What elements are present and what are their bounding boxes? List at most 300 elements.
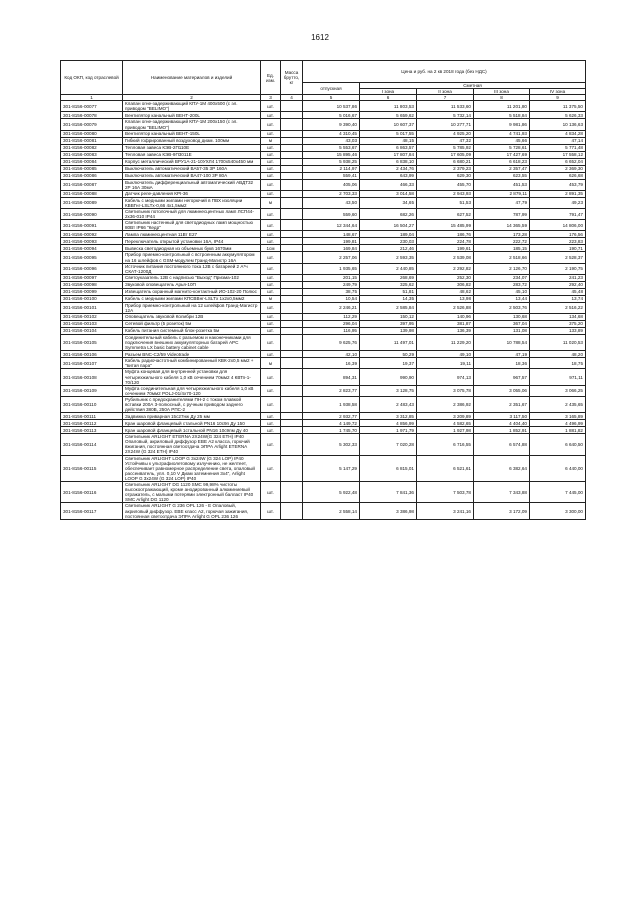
table-row bbox=[61, 503, 586, 519]
row-price-zone-4: 791,47 bbox=[530, 209, 586, 220]
col-num: 3 bbox=[261, 95, 281, 101]
row-price-zone-3: 2 351,67 bbox=[474, 396, 530, 412]
row-name: Вентилятор канальный ВЕНТ-150L bbox=[123, 130, 261, 137]
table-row bbox=[61, 209, 586, 220]
row-price-zone-3: 173,28 bbox=[474, 231, 530, 238]
table-row bbox=[61, 238, 586, 245]
row-price-zone-2: 140,96 bbox=[417, 313, 474, 320]
row-mass bbox=[281, 101, 303, 112]
table-row bbox=[61, 112, 586, 119]
row-mass bbox=[281, 334, 303, 350]
row-price-release: 559,41 bbox=[303, 172, 360, 179]
row-code: 301-8156-00096 bbox=[61, 263, 123, 274]
table-row bbox=[61, 197, 586, 208]
row-price-zone-1: 7 841,36 bbox=[360, 482, 417, 503]
row-price-zone-3: 7 343,88 bbox=[474, 482, 530, 503]
row-price-zone-1: 3 386,98 bbox=[360, 503, 417, 519]
row-price-zone-2: 2 539,08 bbox=[417, 252, 474, 263]
row-code: 301-8156-00081 bbox=[61, 137, 123, 144]
row-price-zone-1: 230,03 bbox=[360, 238, 417, 245]
row-unit: шт. bbox=[261, 334, 281, 350]
row-price-zone-2: 136,39 bbox=[417, 327, 474, 334]
row-name: Выключатель автоматический ВА57-35 3Р 160А bbox=[123, 165, 261, 172]
row-price-zone-2: 11 533,60 bbox=[417, 101, 474, 112]
row-price-zone-2: 455,70 bbox=[417, 179, 474, 190]
row-code: 301-8156-00111 bbox=[61, 413, 123, 420]
row-price-zone-3: 6 618,23 bbox=[474, 158, 530, 165]
row-price-zone-4: 17 558,12 bbox=[530, 151, 586, 158]
row-price-release: 1 938,58 bbox=[303, 396, 360, 412]
row-unit: шт. bbox=[261, 503, 281, 519]
row-name: Кабель с медными жилами негорючий в ПВХ изоляции КВВГнг-LSLTx-0,66 4х1,5мм2 bbox=[123, 197, 261, 208]
row-price-zone-2: 224,78 bbox=[417, 238, 474, 245]
table-row bbox=[61, 144, 586, 151]
row-code: 301-8156-00108 bbox=[61, 369, 123, 385]
row-price-zone-4: 2 190,75 bbox=[530, 263, 586, 274]
table-row bbox=[61, 434, 586, 455]
row-unit: шт. bbox=[261, 238, 281, 245]
row-price-release: 4 149,72 bbox=[303, 420, 360, 427]
row-price-zone-2: 17 605,09 bbox=[417, 151, 474, 158]
row-price-zone-1: 3 014,58 bbox=[360, 190, 417, 197]
table-row bbox=[61, 231, 586, 238]
row-unit: шт. bbox=[261, 101, 281, 112]
row-price-zone-1: 2 593,35 bbox=[360, 252, 417, 263]
row-name: Кабель с медными жилами КПСВВнг-LSLTx 1х2х0,5мм2 bbox=[123, 295, 261, 302]
header-release-price: отпускная bbox=[303, 83, 360, 95]
row-unit: шт. bbox=[261, 420, 281, 427]
row-price-zone-4: 11 020,53 bbox=[530, 334, 586, 350]
row-price-release: 5 553,67 bbox=[303, 144, 360, 151]
row-code: 301-8156-00091 bbox=[61, 220, 123, 231]
row-mass bbox=[281, 119, 303, 130]
row-code: 301-8156-00117 bbox=[61, 503, 123, 519]
row-price-zone-1: 325,62 bbox=[360, 281, 417, 288]
table-row bbox=[61, 396, 586, 412]
row-code: 301-8156-00105 bbox=[61, 334, 123, 350]
row-price-zone-1: 2 483,43 bbox=[360, 396, 417, 412]
col-num: 1 bbox=[61, 95, 123, 101]
header-zone-1: I зона bbox=[360, 89, 417, 95]
row-name: Светильник ARLIGHT LOOP G 3х24W (G 324 LOP) IP40 Устойчивы к ультрафиолетовому излучению, не желтеет, обеспечивает равномерное распределение света, опаловый рассеиватель, упл. 0,10 V Диам затемнения 3х4", Arlight LOOP G 3х24W (G 324 LOP) IP40 bbox=[123, 455, 261, 481]
row-price-zone-1: 19,37 bbox=[360, 358, 417, 369]
row-name: Муфта концевая для внутренней установки для четырехжильного кабеля 1,0 кВ сечением 70мм2 4 КВТп-1-70/120 bbox=[123, 369, 261, 385]
row-price-release: 38,75 bbox=[303, 288, 360, 295]
row-price-release: 894,31 bbox=[303, 369, 360, 385]
row-price-zone-4: 13,74 bbox=[530, 295, 586, 302]
row-price-zone-3: 2 503,76 bbox=[474, 302, 530, 313]
row-mass bbox=[281, 503, 303, 519]
row-price-zone-1: 150,12 bbox=[360, 313, 417, 320]
row-price-zone-2: 627,52 bbox=[417, 209, 474, 220]
row-mass bbox=[281, 302, 303, 313]
row-price-zone-3: 234,07 bbox=[474, 274, 530, 281]
row-unit: шт. bbox=[261, 209, 281, 220]
row-price-release: 43,50 bbox=[303, 197, 360, 208]
row-price-zone-2: 6 521,61 bbox=[417, 455, 474, 481]
row-price-zone-1: 14,35 bbox=[360, 295, 417, 302]
row-name: Кабель питания системный блок-розетка 5м bbox=[123, 327, 261, 334]
row-price-zone-1: 139,98 bbox=[360, 327, 417, 334]
row-price-release: 2 257,06 bbox=[303, 252, 360, 263]
row-unit: шт. bbox=[261, 396, 281, 412]
row-price-zone-2: 5 732,14 bbox=[417, 112, 474, 119]
row-price-zone-4: 4 496,99 bbox=[530, 420, 586, 427]
row-price-zone-4: 14 806,00 bbox=[530, 220, 586, 231]
row-mass bbox=[281, 165, 303, 172]
row-price-zone-1: 50,29 bbox=[360, 351, 417, 358]
row-name: Светоуказатель 12В с надписью "Выход" Призма-102 bbox=[123, 274, 261, 281]
row-price-zone-2: 6 680,21 bbox=[417, 158, 474, 165]
row-price-zone-3: 45,66 bbox=[474, 137, 530, 144]
col-num: 4 bbox=[281, 95, 303, 101]
row-price-zone-1: 16 504,27 bbox=[360, 220, 417, 231]
row-price-release: 9 625,76 bbox=[303, 334, 360, 350]
table-row bbox=[61, 281, 586, 288]
row-price-zone-2: 4 925,20 bbox=[417, 130, 474, 137]
row-name: Кран шаровой фланцевый стальной PN16 10с9п Ду 150 bbox=[123, 420, 261, 427]
row-price-zone-1: 6 863,57 bbox=[360, 144, 417, 151]
row-code: 301-8156-00085 bbox=[61, 165, 123, 172]
row-code: 301-8156-00082 bbox=[61, 144, 123, 151]
row-code: 301-8156-00107 bbox=[61, 358, 123, 369]
row-code: 301-8156-00092 bbox=[61, 231, 123, 238]
row-price-zone-1: 3 128,75 bbox=[360, 385, 417, 396]
row-price-zone-1: 5 017,55 bbox=[360, 130, 417, 137]
row-price-zone-4: 292,40 bbox=[530, 281, 586, 288]
row-mass bbox=[281, 427, 303, 434]
row-price-zone-4: 2 369,30 bbox=[530, 165, 586, 172]
row-mass bbox=[281, 220, 303, 231]
row-unit: шт. bbox=[261, 455, 281, 481]
table-row bbox=[61, 295, 586, 302]
row-price-release: 10 537,86 bbox=[303, 101, 360, 112]
row-price-release: 2 823,77 bbox=[303, 385, 360, 396]
row-mass bbox=[281, 313, 303, 320]
row-mass bbox=[281, 158, 303, 165]
row-price-zone-2: 974,13 bbox=[417, 369, 474, 385]
row-price-zone-2: 2 379,23 bbox=[417, 165, 474, 172]
row-name: Гибкий гофрированный воздуховод диам. 100мм bbox=[123, 137, 261, 144]
row-price-zone-4: 133,89 bbox=[530, 327, 586, 334]
row-code: 301-8156-00093 bbox=[61, 238, 123, 245]
table-row bbox=[61, 263, 586, 274]
row-price-release: 15 895,46 bbox=[303, 151, 360, 158]
col-num: 5 bbox=[303, 95, 360, 101]
row-price-zone-1: 5 659,62 bbox=[360, 112, 417, 119]
row-price-zone-2: 199,61 bbox=[417, 245, 474, 252]
row-price-zone-4: 453,79 bbox=[530, 179, 586, 190]
row-code: 301-8156-00099 bbox=[61, 288, 123, 295]
row-code: 301-8156-00109 bbox=[61, 385, 123, 396]
table-row bbox=[61, 119, 586, 130]
row-price-release: 249,79 bbox=[303, 281, 360, 288]
row-price-release: 4 310,45 bbox=[303, 130, 360, 137]
row-price-release: 112,29 bbox=[303, 313, 360, 320]
row-price-zone-1: 268,69 bbox=[360, 274, 417, 281]
table-row bbox=[61, 302, 586, 313]
row-code: 301-8156-00103 bbox=[61, 320, 123, 327]
row-name: Светильник ARLIGHT ETERNA 2Х24W(G 324 ETH) IP40 Опаловый, акриловый диффузор ЕВЕ А2 класса, горючий вжигания, постоянная светоотдача ЭПРА Arlight ETERNA 2Х24W (G 324 ETH) IP40 bbox=[123, 434, 261, 455]
row-price-release: 2 932,77 bbox=[303, 413, 360, 420]
row-mass bbox=[281, 281, 303, 288]
row-price-release: 12 344,64 bbox=[303, 220, 360, 231]
row-name: Прибор приемно-контрольный на 12 шлейфов Гранд-Магистр 12А bbox=[123, 302, 261, 313]
row-price-zone-3: 5 728,61 bbox=[474, 144, 530, 151]
row-mass bbox=[281, 238, 303, 245]
row-unit: шт. bbox=[261, 351, 281, 358]
row-price-zone-2: 3 209,89 bbox=[417, 413, 474, 420]
row-unit: шт. bbox=[261, 252, 281, 263]
row-price-zone-4: 971,11 bbox=[530, 369, 586, 385]
row-name: Светильник ARLIGHT G 236 OPL 126 - Е Опаловый, акриловый диффузор. ЕВЕ класс А2, горючая зажигания, постоянная светоотдача ЭПРА Arlight G OPL 236 126 bbox=[123, 503, 261, 519]
row-mass bbox=[281, 263, 303, 274]
row-price-zone-1: 17 807,84 bbox=[360, 151, 417, 158]
row-unit: шт. bbox=[261, 165, 281, 172]
row-unit: м bbox=[261, 197, 281, 208]
row-mass bbox=[281, 320, 303, 327]
row-price-zone-3: 451,53 bbox=[474, 179, 530, 190]
row-unit: м bbox=[261, 358, 281, 369]
row-price-zone-1: 2 434,76 bbox=[360, 165, 417, 172]
row-price-zone-3: 45,10 bbox=[474, 288, 530, 295]
row-price-zone-1: 48,15 bbox=[360, 137, 417, 144]
row-code: 301-8156-00112 bbox=[61, 420, 123, 427]
row-unit: шт. bbox=[261, 327, 281, 334]
row-price-zone-4: 3 300,00 bbox=[530, 503, 586, 519]
row-price-zone-4: 48,20 bbox=[530, 351, 586, 358]
row-mass bbox=[281, 144, 303, 151]
row-price-zone-1: 11 803,53 bbox=[360, 101, 417, 112]
row-name: Соединительный кабель с разъемом и наконечниками для подключения внешних аккумуляторных батарей APC Symmetra LX basic battery cabinet cable bbox=[123, 334, 261, 350]
row-mass bbox=[281, 151, 303, 158]
table-row bbox=[61, 252, 586, 263]
row-code: 301-8156-00116 bbox=[61, 482, 123, 503]
row-mass bbox=[281, 130, 303, 137]
row-code: 301-8156-00110 bbox=[61, 396, 123, 412]
row-name: Оповещатель звуковой Колибри 12В bbox=[123, 313, 261, 320]
row-unit: шт. bbox=[261, 190, 281, 197]
row-price-zone-1: 6 838,10 bbox=[360, 158, 417, 165]
row-code: 301-8156-00088 bbox=[61, 190, 123, 197]
row-price-zone-4: 10 136,63 bbox=[530, 119, 586, 130]
row-price-zone-4: 45,48 bbox=[530, 288, 586, 295]
row-code: 301-8156-00089 bbox=[61, 197, 123, 208]
row-unit: м bbox=[261, 137, 281, 144]
row-unit: шт. bbox=[261, 130, 281, 137]
row-mass bbox=[281, 209, 303, 220]
row-code: 301-8156-00100 bbox=[61, 295, 123, 302]
row-price-zone-3: 2 357,47 bbox=[474, 165, 530, 172]
row-code: 301-8156-00115 bbox=[61, 455, 123, 481]
header-name: Наименование материалов и изделий bbox=[123, 61, 261, 95]
row-price-zone-4: 5 626,33 bbox=[530, 112, 586, 119]
row-price-zone-4: 4 834,28 bbox=[530, 130, 586, 137]
row-price-zone-3: 1 852,91 bbox=[474, 427, 530, 434]
row-price-zone-3: 3 055,06 bbox=[474, 385, 530, 396]
row-price-release: 5 302,33 bbox=[303, 434, 360, 455]
row-price-zone-2: 186,76 bbox=[417, 231, 474, 238]
header-code: Код ОКП, код отраслевой bbox=[61, 61, 123, 95]
row-price-zone-2: 15 485,99 bbox=[417, 220, 474, 231]
row-unit: шт. bbox=[261, 274, 281, 281]
table-row bbox=[61, 334, 586, 350]
table-row bbox=[61, 358, 586, 369]
row-name: Сетевой фильтр (5 розеток) 5м bbox=[123, 320, 261, 327]
col-num: 9 bbox=[530, 95, 586, 101]
row-price-zone-4: 134,68 bbox=[530, 313, 586, 320]
row-price-zone-2: 2 526,88 bbox=[417, 302, 474, 313]
table-row bbox=[61, 320, 586, 327]
table-row bbox=[61, 179, 586, 190]
row-price-zone-1: 6 815,01 bbox=[360, 455, 417, 481]
row-price-zone-2: 252,30 bbox=[417, 274, 474, 281]
row-price-zone-3: 5 518,84 bbox=[474, 112, 530, 119]
row-price-zone-4: 18,75 bbox=[530, 358, 586, 369]
row-price-zone-2: 629,30 bbox=[417, 172, 474, 179]
row-name: Кран шаровой фланцевый 1стальной PN16 10с9пм Ду 40 bbox=[123, 427, 261, 434]
row-price-zone-4: 5 771,48 bbox=[530, 144, 586, 151]
table-row bbox=[61, 158, 586, 165]
row-code: 301-8156-00078 bbox=[61, 112, 123, 119]
row-mass bbox=[281, 351, 303, 358]
row-price-release: 5 922,48 bbox=[303, 482, 360, 503]
row-price-zone-3: 18,36 bbox=[474, 358, 530, 369]
row-price-release: 43,03 bbox=[303, 137, 360, 144]
row-price-zone-1: 212,46 bbox=[360, 245, 417, 252]
col-num: 2 bbox=[123, 95, 261, 101]
row-mass bbox=[281, 434, 303, 455]
row-price-zone-4: 3 066,25 bbox=[530, 385, 586, 396]
row-price-release: 148,67 bbox=[303, 231, 360, 238]
header-estimate-price: Сметная bbox=[360, 83, 586, 89]
row-price-zone-2: 306,82 bbox=[417, 281, 474, 288]
row-price-zone-3: 4 741,93 bbox=[474, 130, 530, 137]
row-mass bbox=[281, 295, 303, 302]
row-mass bbox=[281, 420, 303, 427]
header-price-title: Цена и руб. на 2 кв 2018 года (без НДС) bbox=[303, 61, 586, 83]
row-price-zone-2: 1 927,98 bbox=[417, 427, 474, 434]
table-row bbox=[61, 288, 586, 295]
row-price-release: 405,06 bbox=[303, 179, 360, 190]
header-unit: Ед. изм. bbox=[261, 61, 281, 95]
row-price-zone-4: 2 528,37 bbox=[530, 252, 586, 263]
row-price-zone-2: 19,11 bbox=[417, 358, 474, 369]
row-price-release: 169,84 bbox=[303, 245, 360, 252]
row-mass bbox=[281, 172, 303, 179]
row-price-zone-3: 131,08 bbox=[474, 327, 530, 334]
row-price-zone-2: 381,87 bbox=[417, 320, 474, 327]
row-price-zone-2: 5 785,92 bbox=[417, 144, 474, 151]
row-price-zone-4: 2 435,65 bbox=[530, 396, 586, 412]
row-mass bbox=[281, 252, 303, 263]
row-price-release: 199,81 bbox=[303, 238, 360, 245]
row-code: 301-8156-00104 bbox=[61, 327, 123, 334]
row-price-zone-2: 2 943,93 bbox=[417, 190, 474, 197]
row-unit: шт. bbox=[261, 119, 281, 130]
row-price-zone-1: 466,33 bbox=[360, 179, 417, 190]
row-name: Лампа люминесцентная 11Вт Е27 bbox=[123, 231, 261, 238]
row-price-zone-4: 6 640,50 bbox=[530, 434, 586, 455]
row-price-zone-1: 189,04 bbox=[360, 231, 417, 238]
row-price-zone-1: 2 585,84 bbox=[360, 302, 417, 313]
table-row bbox=[61, 420, 586, 427]
row-name: Тепловая завеса КЭВ-2П110Е bbox=[123, 144, 261, 151]
row-code: 301-8156-00090 bbox=[61, 209, 123, 220]
row-price-zone-3: 222,72 bbox=[474, 238, 530, 245]
row-price-zone-4: 190,71 bbox=[530, 245, 586, 252]
row-price-zone-2: 7 503,78 bbox=[417, 482, 474, 503]
row-unit: шт. bbox=[261, 172, 281, 179]
table-row bbox=[61, 245, 586, 252]
row-price-zone-1: 4 856,99 bbox=[360, 420, 417, 427]
row-price-zone-1: 34,65 bbox=[360, 197, 417, 208]
row-unit: шт. bbox=[261, 302, 281, 313]
row-price-zone-3: 2 126,70 bbox=[474, 263, 530, 274]
row-price-zone-1: 10 607,37 bbox=[360, 119, 417, 130]
row-unit: шт. bbox=[261, 112, 281, 119]
row-code: 301-8156-00086 bbox=[61, 172, 123, 179]
row-name: Светильник потолочный для люминесцентных ламп ЛСП44-2х36-010 IP44 bbox=[123, 209, 261, 220]
row-code: 301-8156-00095 bbox=[61, 252, 123, 263]
row-code: 301-8156-00102 bbox=[61, 313, 123, 320]
row-name: Разъем BNC-C2/59 Videotrade bbox=[123, 351, 261, 358]
row-code: 301-8156-00101 bbox=[61, 302, 123, 313]
row-mass bbox=[281, 137, 303, 144]
row-name: Выключатель автоматический ВА47-100 3Р 80А bbox=[123, 172, 261, 179]
table-row bbox=[61, 327, 586, 334]
row-code: 301-8156-00084 bbox=[61, 158, 123, 165]
row-price-zone-1: 51,81 bbox=[360, 288, 417, 295]
row-price-zone-3: 6 574,88 bbox=[474, 434, 530, 455]
row-name: Переключатель открытой установки 16А, IP44 bbox=[123, 238, 261, 245]
table-row bbox=[61, 482, 586, 503]
row-unit: шт. bbox=[261, 482, 281, 503]
row-unit: шт. bbox=[261, 427, 281, 434]
row-price-release: 296,04 bbox=[303, 320, 360, 327]
header-zone-4: IV зона bbox=[530, 89, 586, 95]
row-price-release: 2 246,21 bbox=[303, 302, 360, 313]
row-unit: шт. bbox=[261, 263, 281, 274]
row-price-zone-3: 2 518,66 bbox=[474, 252, 530, 263]
row-price-zone-4: 6 440,00 bbox=[530, 455, 586, 481]
row-unit: шт. bbox=[261, 151, 281, 158]
row-price-zone-3: 13,44 bbox=[474, 295, 530, 302]
row-name: Тепловая завеса КЭВ-9П3011Е bbox=[123, 151, 261, 158]
row-name: Клапан огне-задерживающий КПУ-1М 200х150 (с эл. приводом "BELIMO") bbox=[123, 119, 261, 130]
row-code: 301-8156-00106 bbox=[61, 351, 123, 358]
row-unit: шт. bbox=[261, 413, 281, 420]
header-zone-3: III зона bbox=[474, 89, 530, 95]
row-price-zone-2: 13,98 bbox=[417, 295, 474, 302]
row-unit: шт. bbox=[261, 179, 281, 190]
row-price-release: 9 390,40 bbox=[303, 119, 360, 130]
row-mass bbox=[281, 197, 303, 208]
row-name: Датчик реле-давления КРI-36 bbox=[123, 190, 261, 197]
row-price-zone-4: 7 445,00 bbox=[530, 482, 586, 503]
row-unit: шт. bbox=[261, 313, 281, 320]
row-unit: 1см bbox=[261, 245, 281, 252]
row-price-release: 42,10 bbox=[303, 351, 360, 358]
row-name: Муфта соединительная для четырехжильного кабеля 1,0 кВ сечением 70мм2 POLJ-01/4х70-120 bbox=[123, 385, 261, 396]
row-name: Рубильник с предохранителями ПН-2 с током плавкой вставки 200А 3-полюсный, с ручным приводом заднего действия 380В, 250А РПС-2 bbox=[123, 396, 261, 412]
row-unit: шт. bbox=[261, 281, 281, 288]
price-table bbox=[60, 60, 586, 520]
col-num: 8 bbox=[474, 95, 530, 101]
row-price-release: 5 016,67 bbox=[303, 112, 360, 119]
row-price-zone-1: 397,95 bbox=[360, 320, 417, 327]
row-name: Кабель радиочастотный комбинированный КВК-2х0,5 мм2 + "витая пара" bbox=[123, 358, 261, 369]
